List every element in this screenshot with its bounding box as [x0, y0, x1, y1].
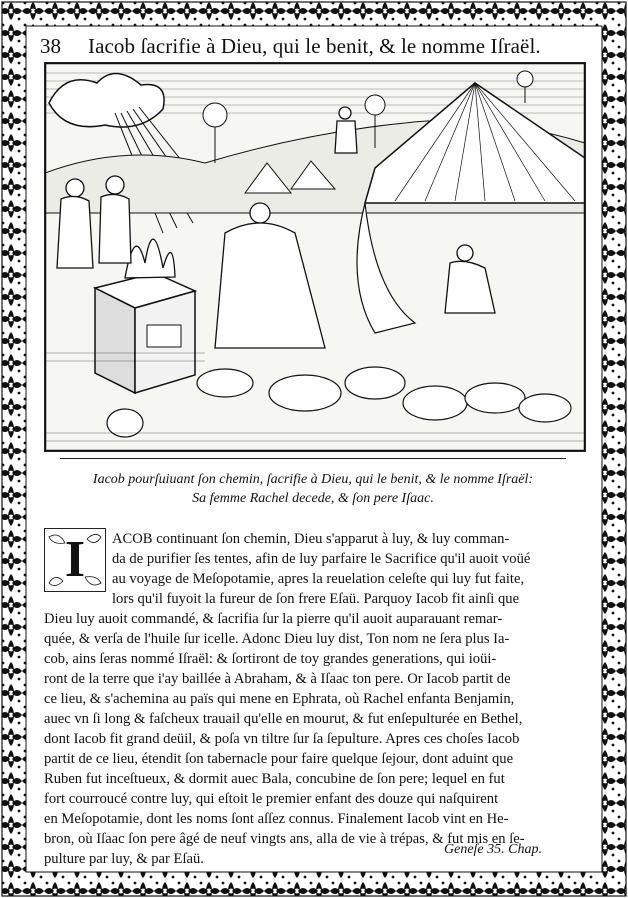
body-line-9: ce lieu, & s'achemina au païs qui mene en Ephrata, où Rachel enfanta Benjamin,	[44, 691, 515, 707]
caption-line-1: Iacob pourſuiuant ſon chemin, ſacrifie à Dieu, qui le benit, & le nomme Iſraël:	[92, 472, 534, 487]
body-line-17: pulture par luy, & par Eſaü.	[44, 851, 204, 867]
decorated-initial	[44, 528, 106, 592]
page-header	[40, 34, 600, 60]
body-line-13: Ruben fut inceſtueux, & dormit auec Bala, concubine de ſon pere; lequel en fut	[44, 771, 505, 787]
body-line-4: lors qu'il fuyoit la fureur de ſon frere Eſaü. Parquoy Iacob fit ainſi que	[112, 591, 520, 607]
page-number: 38	[40, 34, 61, 58]
body-line-14: fort courroucé contre luy, qui eſtoit le premier enfant des douze qui naſquirent	[44, 791, 499, 807]
body-line-3: au voyage de Meſopotamie, apres la reuelation celeſte qui luy fut faite,	[112, 571, 525, 587]
body-line-10: auec vn ſi long & faſcheux trauail qu'elle en mourut, & fut enſepulturée en Bethel,	[44, 711, 523, 727]
scripture-reference: Geneſe 35. Chap.	[444, 842, 542, 857]
body-line-15: en Meſopotamie, dont les noms ſont aſſez connus. Finalement Iacob vint en He-	[44, 811, 509, 827]
woodcut-scene	[45, 63, 585, 451]
illustration-caption	[40, 470, 586, 508]
initial-letter: I	[64, 531, 86, 588]
body-line-12: partit de ce lieu, étendit ſon tabernacle pour faire quelque ſejour, dont aduint que	[44, 751, 514, 767]
body-line-2: da de purifier ſes tentes, afin de luy parfaire le Sacrifice qu'il auoit voüé	[112, 551, 531, 567]
body-line-6: quée, & verſa de l'huile ſur icelle. Adonc Dieu luy dist, Ton nom ne ſera plus Ia-	[44, 631, 510, 647]
caption-line-2: Sa femme Rachel decede, & ſon pere Iſaac.	[192, 491, 434, 506]
body-line-11: dont Iacob fit grand deüil, & poſa vn tiltre ſur ſa ſepulture. Apres ces choſes Iacob	[44, 731, 520, 747]
page-title: Iacob ſacrifie à Dieu, qui le benit, & le nomme Iſraël.	[88, 34, 541, 58]
body-line-7: cob, ains ſeras nommé Iſraël: & ſortiront de toy grandes generations, qui ioüi-	[44, 651, 497, 667]
woodcut-illustration	[44, 62, 586, 452]
body-line-16: bron, où Iſaac ſon pere âgé de neuf vingts ans, alla de vie à trépas, & fut mis en ſe-	[44, 831, 525, 847]
body-line-1: ACOB continuant ſon chemin, Dieu s'apparut à luy, & luy comman-	[112, 531, 510, 547]
body-line-5: Dieu luy auoit commandé, & ſacrifia ſur la pierre qu'il auoit auparauant remar-	[44, 611, 503, 627]
body-line-8: ront de la terre que i'ay baillée à Abraham, & à Iſaac ton pere. Or Iacob partit de	[44, 671, 511, 687]
caption-rule	[60, 458, 566, 459]
